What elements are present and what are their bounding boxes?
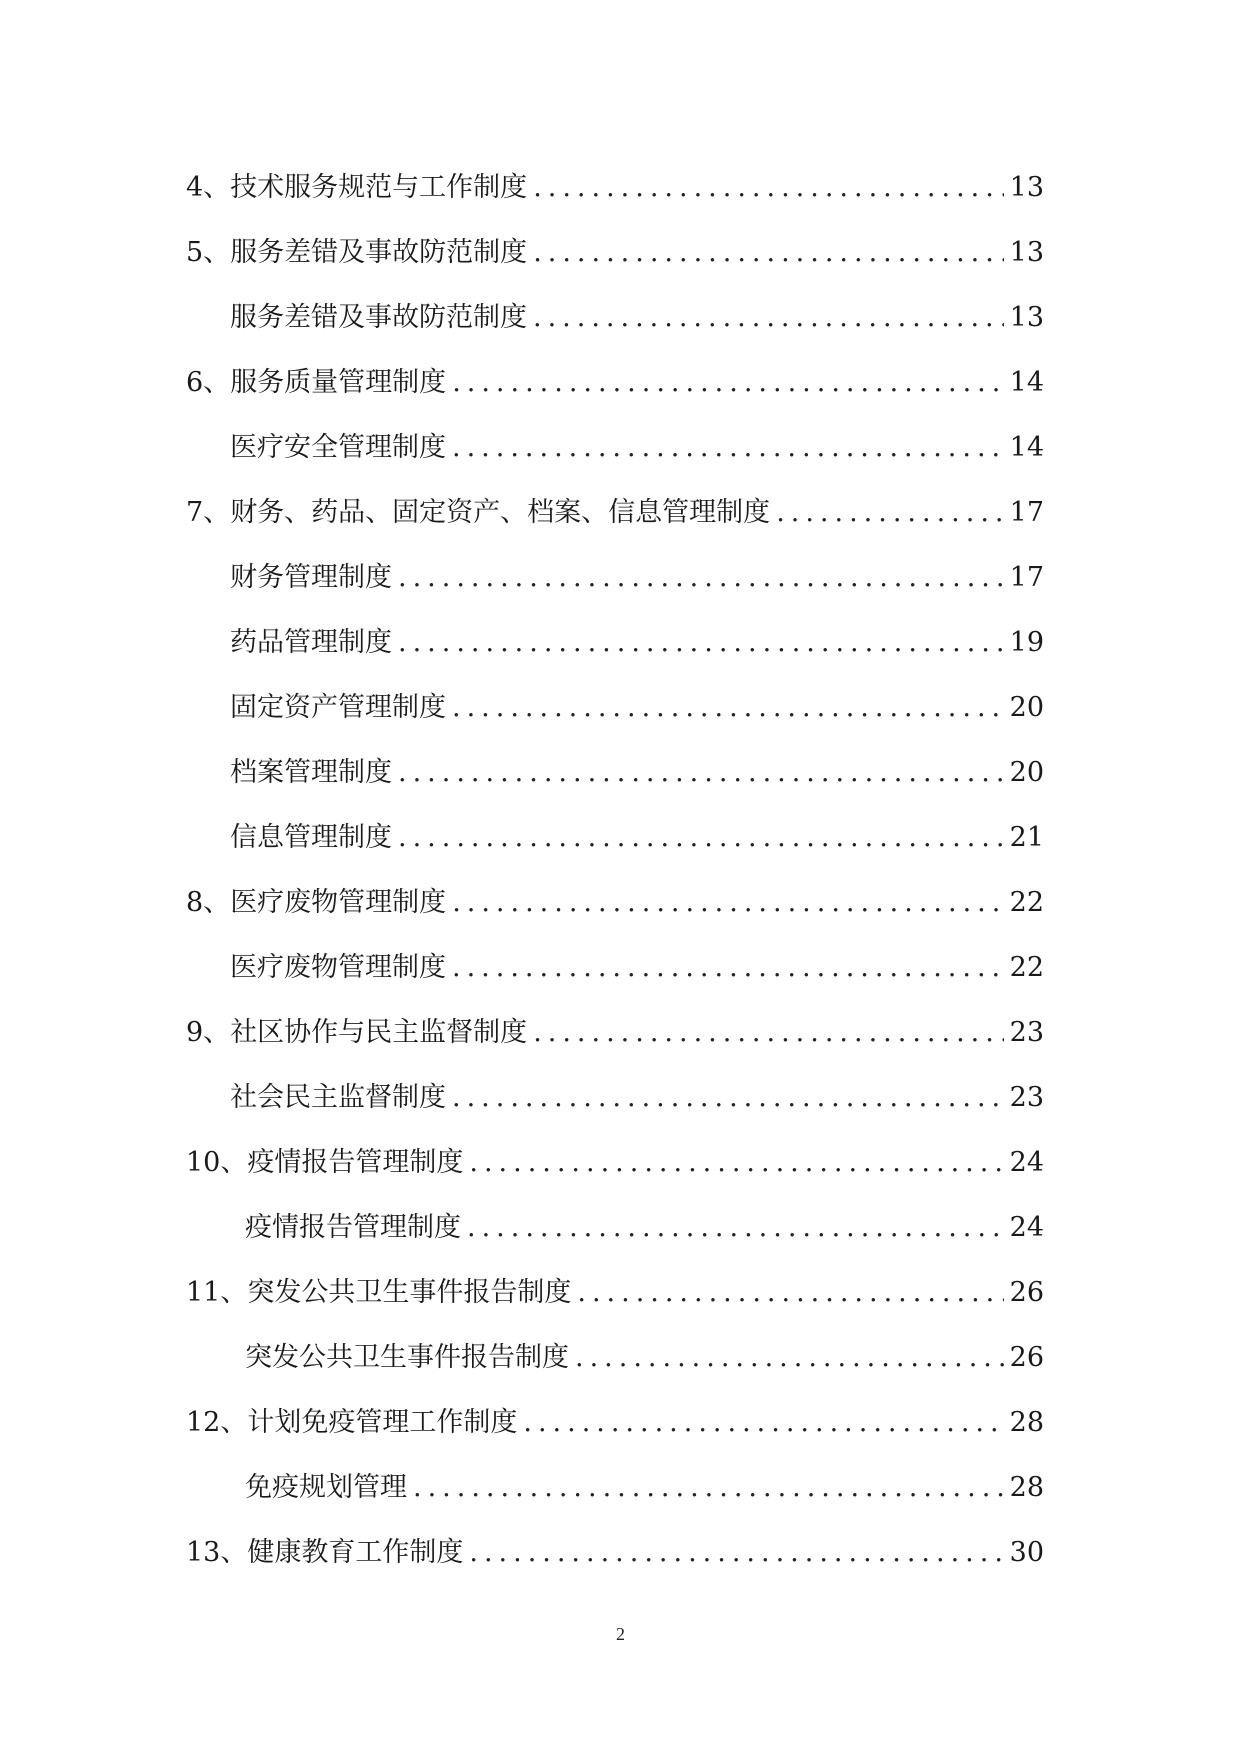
toc-entry-page: 30 [1009, 1537, 1044, 1568]
toc-dot-leader [577, 1260, 1003, 1325]
toc-entry-page: 22 [1009, 952, 1044, 983]
toc-entry-title: 免疫规划管理 [245, 1472, 407, 1503]
toc-dot-leader [398, 545, 1004, 610]
toc-entry-title: 档案管理制度 [230, 757, 392, 788]
toc-entry-title: 疫情报告管理制度 [247, 1147, 464, 1178]
toc-entry-page: 14 [1009, 367, 1044, 398]
toc-entry-title: 健康教育工作制度 [247, 1537, 464, 1568]
toc-entry-title: 药品管理制度 [230, 627, 392, 658]
toc-entry[interactable] [186, 1455, 1044, 1520]
toc-entry-title: 医疗废物管理制度 [230, 952, 446, 983]
toc-dot-leader [523, 1390, 1003, 1455]
toc-dot-leader [452, 870, 1003, 935]
toc-entry-title: 社区协作与民主监督制度 [230, 1017, 528, 1048]
toc-entry-title: 社会民主监督制度 [230, 1082, 446, 1113]
toc-entry[interactable] [186, 610, 1044, 675]
toc-entry-title: 技术服务规范与工作制度 [230, 172, 528, 203]
toc-entry-number: 12、 [186, 1407, 248, 1438]
toc-entry-page: 23 [1009, 1082, 1044, 1113]
toc-entry-number: 8、 [186, 887, 231, 918]
toc-entry-number: 6、 [186, 367, 231, 398]
toc-entry-page: 17 [1009, 497, 1044, 528]
toc-entry-page: 24 [1009, 1147, 1044, 1178]
toc-dot-leader [452, 935, 1004, 1000]
toc-entry[interactable] [186, 220, 1044, 285]
toc-entry-title: 医疗安全管理制度 [230, 432, 446, 463]
toc-entry-page: 13 [1009, 237, 1044, 268]
toc-entry-page: 28 [1009, 1407, 1044, 1438]
toc-entry-title: 疫情报告管理制度 [245, 1212, 461, 1243]
toc-entry[interactable] [186, 935, 1044, 1000]
toc-dot-leader [776, 480, 1003, 545]
toc-entry-page: 28 [1009, 1472, 1044, 1503]
toc-entry-title: 突发公共卫生事件报告制度 [247, 1277, 572, 1308]
toc-entry[interactable] [186, 870, 1044, 935]
toc-entry[interactable] [186, 545, 1044, 610]
toc-entry-page: 14 [1009, 432, 1044, 463]
toc-entry-title: 服务差错及事故防范制度 [230, 302, 527, 333]
toc-entry-page: 26 [1009, 1342, 1044, 1373]
toc-entry-number: 10、 [186, 1147, 248, 1178]
toc-entry-number: 13、 [186, 1537, 248, 1568]
toc-entry[interactable] [186, 740, 1044, 805]
toc-entry[interactable] [186, 1520, 1044, 1585]
toc-entry[interactable] [186, 285, 1044, 350]
toc-entry-title: 固定资产管理制度 [230, 692, 446, 723]
toc-dot-leader [469, 1520, 1003, 1585]
toc-entry-title: 突发公共卫生事件报告制度 [245, 1342, 569, 1373]
page-number: 2 [616, 1624, 625, 1644]
toc-entry[interactable] [186, 480, 1044, 545]
toc-entry[interactable] [186, 805, 1044, 870]
toc-entry[interactable] [186, 1000, 1044, 1065]
toc-entry-number: 11、 [186, 1277, 248, 1308]
toc-entry[interactable] [186, 155, 1044, 220]
toc-entry-title: 财务、药品、固定资产、档案、信息管理制度 [230, 497, 771, 528]
toc-entry[interactable] [186, 415, 1044, 480]
toc-dot-leader [575, 1325, 1004, 1390]
toc-entry-page: 23 [1009, 1017, 1044, 1048]
toc-dot-leader [533, 155, 1003, 220]
toc-dot-leader [452, 675, 1004, 740]
toc-entry[interactable] [186, 1130, 1044, 1195]
toc-entry-title: 服务质量管理制度 [230, 367, 447, 398]
toc-entry-page: 20 [1009, 757, 1044, 788]
toc-entry-page: 24 [1009, 1212, 1044, 1243]
toc-entry-page: 21 [1009, 822, 1044, 853]
toc-entry[interactable] [186, 1390, 1044, 1455]
table-of-contents [186, 155, 1044, 1585]
toc-entry[interactable] [186, 1260, 1044, 1325]
toc-entry-page: 19 [1009, 627, 1044, 658]
toc-entry-number: 7、 [186, 497, 231, 528]
toc-entry-number: 9、 [186, 1017, 231, 1048]
toc-dot-leader [533, 285, 1004, 350]
toc-entry-page: 20 [1009, 692, 1044, 723]
toc-entry-page: 13 [1009, 302, 1044, 333]
toc-dot-leader [398, 610, 1004, 675]
toc-entry-number: 5、 [186, 237, 231, 268]
toc-entry-title: 服务差错及事故防范制度 [230, 237, 528, 268]
toc-entry[interactable] [186, 1325, 1044, 1390]
toc-dot-leader [452, 415, 1004, 480]
toc-entry[interactable] [186, 675, 1044, 740]
toc-entry-title: 财务管理制度 [230, 562, 392, 593]
toc-dot-leader [398, 805, 1004, 870]
toc-entry-page: 17 [1009, 562, 1044, 593]
toc-dot-leader [533, 1000, 1003, 1065]
toc-entry-title: 医疗废物管理制度 [230, 887, 447, 918]
toc-entry-number: 4、 [186, 172, 231, 203]
toc-dot-leader [413, 1455, 1004, 1520]
toc-entry[interactable] [186, 1065, 1044, 1130]
toc-entry-page: 13 [1009, 172, 1044, 203]
toc-entry[interactable] [186, 1195, 1044, 1260]
toc-dot-leader [452, 1065, 1004, 1130]
toc-dot-leader [398, 740, 1004, 805]
toc-dot-leader [452, 350, 1003, 415]
toc-entry-title: 计划免疫管理工作制度 [247, 1407, 518, 1438]
toc-dot-leader [469, 1130, 1003, 1195]
toc-dot-leader [467, 1195, 1004, 1260]
toc-entry-title: 信息管理制度 [230, 822, 392, 853]
toc-dot-leader [533, 220, 1003, 285]
toc-entry-page: 26 [1009, 1277, 1044, 1308]
toc-entry[interactable] [186, 350, 1044, 415]
toc-entry-page: 22 [1009, 887, 1044, 918]
